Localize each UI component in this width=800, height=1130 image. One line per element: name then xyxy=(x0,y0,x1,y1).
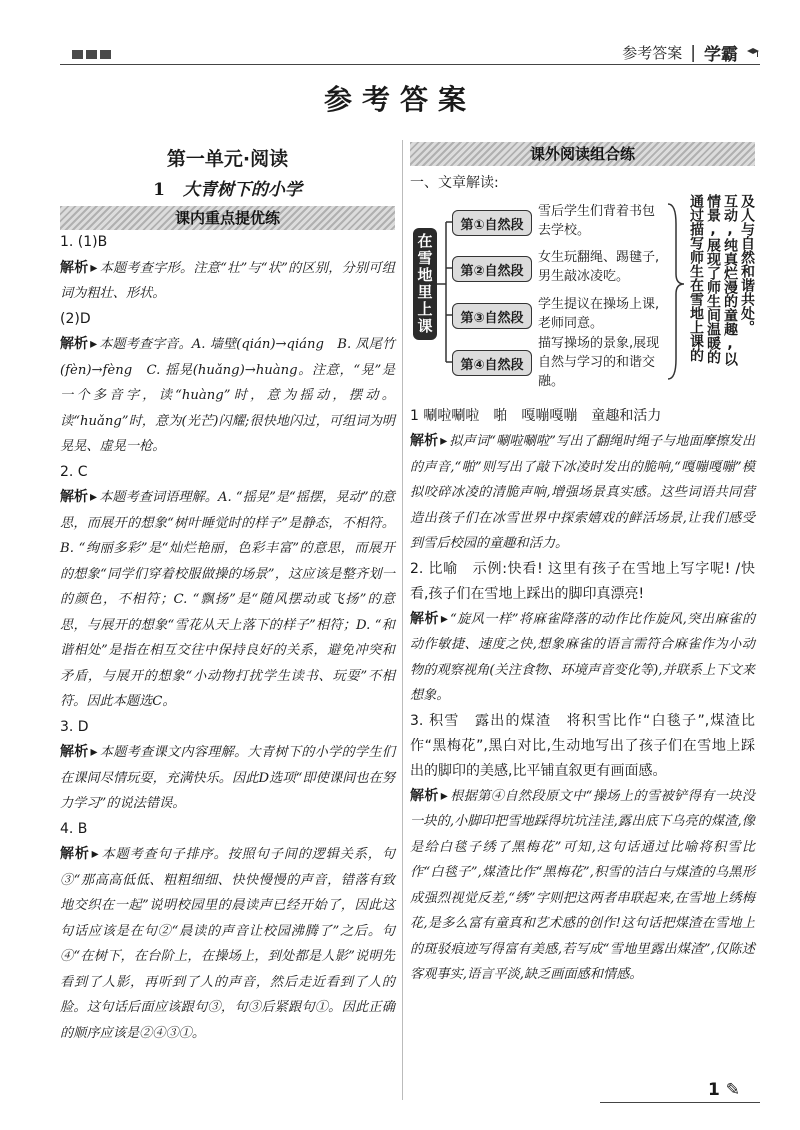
answer-q4 xyxy=(60,817,395,1047)
unit-title: 第一单元·阅读 xyxy=(166,148,289,170)
lesson-name: 大青树下的小学 xyxy=(182,180,302,200)
page-title: 参考答案 xyxy=(323,83,476,116)
graduation-cap-icon xyxy=(746,47,760,59)
answer-q1 xyxy=(60,230,395,460)
question-part: (2)D xyxy=(60,310,91,327)
page-number-text: 1 xyxy=(707,1080,720,1100)
analysis-text: 本题考查词语理解。A. “摇晃”是“摇摆，晃动”的意思，而展开的想象“树叶睡觉时的样子”是静态，不相符。B. “绚丽多彩”是“灿烂艳丽，色彩丰富”的意思，而展开的想象“同学们穿着校服做操的场景”，这应该是整齐划一的颜色，不相符；C. “飘扬”是“随风摆动或飞扬”的意思，与展开的想象“雪花从天上落下的样子”相符；D. “和谐相处”是指在相互交往中保持良好的关系，避免冲突和矛盾，与展开的想象“小动物打扰学生读书、玩耍”不相符。因此本题选C。 xyxy=(60,490,396,709)
analysis xyxy=(60,842,395,1046)
answer-q2 xyxy=(60,460,395,715)
analysis-tag: 解析 ▸ xyxy=(60,846,101,862)
paragraph-desc: 描写操场的景象,展现自然与学习的和谐交融。 xyxy=(538,336,660,389)
paragraph-label: 第②自然段 xyxy=(452,256,532,282)
section-banner-right: 课外阅读组合练 xyxy=(410,142,755,166)
summary-column: 情景,展现了师生间温暖的 xyxy=(705,194,721,364)
answer-q3 xyxy=(60,715,395,817)
analysis xyxy=(60,740,395,817)
answer-head: 1 唰啦唰啦 啪 嘎嘣嘎嘣 童趣和活力 xyxy=(410,408,662,424)
summary-column: 互动,纯真烂漫的童趣,以 xyxy=(722,194,738,366)
analysis xyxy=(60,256,395,307)
answer-head: 2. 比喻 示例:快看! 这里有孩子在雪地上写字呢! /快看,孩子们在雪地上踩出的脚印真漂亮! xyxy=(410,560,755,602)
answer-r2 xyxy=(410,557,755,709)
question-head: 1. (1)B xyxy=(60,234,108,250)
column-divider xyxy=(402,140,403,1100)
header-decoration xyxy=(72,50,111,59)
answer-r1 xyxy=(410,404,755,557)
paragraph-desc: 女生玩翻绳、踢毽子,男生敲冰凌吃。 xyxy=(538,250,660,284)
lesson-title xyxy=(60,175,395,200)
brand-logo: 学霸 xyxy=(704,45,738,65)
analysis-text: 本题考查课文内容理解。大青树下的小学的学生们在课间尽情玩耍，充满快乐。因此D选项“即使课间也在努力学习”的说法错误。 xyxy=(60,745,396,811)
summary-column: 及人与自然和谐共处。 xyxy=(739,194,755,334)
analysis xyxy=(410,429,755,557)
header-rule xyxy=(60,64,760,65)
right-column xyxy=(410,142,755,988)
footer-rule xyxy=(600,1102,760,1103)
analysis-tag: 解析 ▸ xyxy=(410,611,450,627)
question-head: 2. C xyxy=(60,463,88,480)
analysis xyxy=(410,784,755,988)
paragraph-desc: 学生提议在操场上课,老师同意。 xyxy=(538,297,660,331)
question-head: 3. D xyxy=(60,718,89,735)
analysis-text: 根据第④自然段原文中“操场上的雪被铲得有一块没一块的,小脚印把雪地踩得坑坑洼洼,露出底下乌亮的煤渣,像是给白毯子绣了黑梅花”可知,这句话通过比喻将积雪比作“白毯子”,煤渣比作“黑梅花”,积雪的洁白与煤渣的乌黑形成强烈视觉反差,“绣”字则把这两者串联起来,在雪地上绣梅花,是多么富有童真和艺术感的创作!这句话把煤渣在雪地上的斑驳痕迹写得富有美感,若写成“雪地里露出煤渣”,仅陈述客观事实,语言平淡,缺乏画面感和情感。 xyxy=(410,788,755,982)
analysis-tag: 解析 ▸ xyxy=(60,744,100,760)
analysis-tag: 解析 ▸ xyxy=(60,336,99,352)
header-separator: | xyxy=(690,42,696,63)
lesson-number: 1 xyxy=(153,180,165,200)
analysis-text: “旋风一样”将麻雀降落的动作比作旋风,突出麻雀的动作敏捷、速度之快,想象麻雀的语言需符合麻雀作为小动物的观察视角(关注食物、环境声音变化等),并联系上下文来想象。 xyxy=(410,611,756,703)
header-right xyxy=(622,40,760,65)
paragraph-label: 第③自然段 xyxy=(452,303,532,329)
analysis-text: 本题考查句子排序。按照句子间的逻辑关系，句③“那高高低低、粗粗细细、快快慢慢的声音，错落有致地交织在一起”说明校园里的晨读声已经开始了，因此这句话应该是在句②“晨读的声音让校园沸腾了”之后。句④“在树下，在台阶上，在操场上，到处都是人影”说明先看到了人影，再听到了人的声音，然后走近看到了人的脸。这句话后面应该跟句③，句③后紧跟句①。因此正确的顺序应该是②④③①。 xyxy=(60,847,395,1041)
analysis-text: 拟声词“唰啦唰啦”写出了翻绳时绳子与地面摩擦发出的声音,“啪”则写出了敲下冰凌时发出的脆响,“嘎嘣嘎嘣”模拟咬碎冰凌的清脆声响,增强场景真实感。这些词语共同营造出孩子们在冰雪世界中探索嬉戏的鲜活场景,让我们感受到雪后校园的童趣和活力。 xyxy=(410,434,756,551)
paragraph-desc: 雪后学生们背着书包去学校。 xyxy=(538,204,656,238)
summary-column: 通过描写师生在雪地上课的 xyxy=(688,194,704,362)
paragraph-label: 第④自然段 xyxy=(452,350,532,376)
analysis-tag: 解析 ▸ xyxy=(60,260,99,276)
section-label: 一、文章解读: xyxy=(410,175,499,191)
mind-map xyxy=(410,194,755,404)
analysis-tag: 解析 ▸ xyxy=(410,788,450,804)
analysis-tag: 解析 ▸ xyxy=(410,433,449,449)
analysis-text: 本题考查字形。注意“壮”与“状”的区别，分别可组词为粗壮、形状。 xyxy=(60,260,395,301)
header-label: 参考答案 xyxy=(622,44,683,62)
section-banner-left: 课内重点提优练 xyxy=(60,206,395,230)
answer-r3 xyxy=(410,709,755,988)
page-number: 1 ✎ xyxy=(707,1080,740,1100)
answer-head: 3. 积雪 露出的煤渣 将积雪比作“白毯子”,煤渣比作“黑梅花”,黑白对比,生动地写出了孩子们在雪地上踩出的脚印的美感,比平铺直叙更有画面感。 xyxy=(410,712,755,779)
analysis-text: 本题考查字音。A. 墙壁(qián)→qiáng B. 凤尾竹(fèn)→fèng C. 摇晃(huǎng)→huàng。注意，“晃”是一个多音字，读“huàng”时，意为摇动，摆动。读“huǎng”时，意为(光芒)闪耀;很快地闪过，可组词为明晃晃、虚晃一枪。 xyxy=(60,337,396,454)
mind-center: 在雪地里上课 xyxy=(413,228,437,340)
analysis xyxy=(60,485,395,715)
analysis xyxy=(60,332,395,460)
analysis-tag: 解析 ▸ xyxy=(60,489,99,505)
analysis xyxy=(410,607,755,709)
question-head: 4. B xyxy=(60,820,88,837)
left-column xyxy=(60,142,395,1046)
paragraph-label: 第①自然段 xyxy=(452,210,532,236)
